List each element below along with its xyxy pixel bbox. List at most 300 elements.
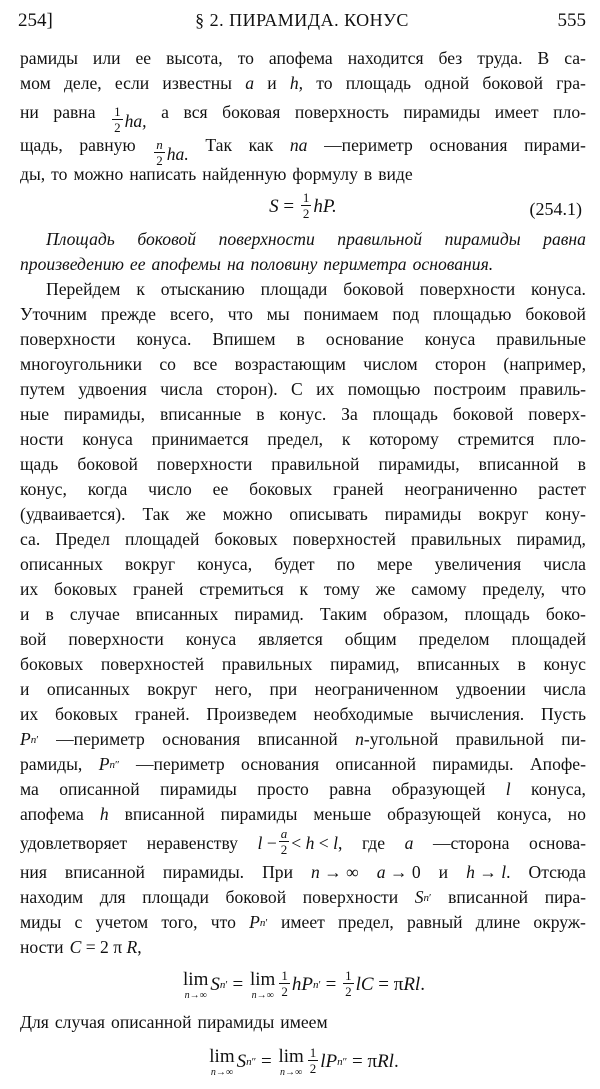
text-line — [20, 502, 586, 527]
word: их — [20, 704, 39, 724]
word: пирамиды — [160, 779, 237, 799]
word: равна — [53, 102, 96, 122]
word: вписанные — [159, 404, 242, 424]
word: кону- — [545, 504, 586, 524]
text-line: апофема h вписанной пирамиды меньше образующей конуса, но — [20, 802, 586, 827]
word: вписанной — [448, 887, 529, 907]
word: к — [299, 579, 309, 599]
word: когда — [87, 479, 128, 499]
word: равна — [329, 779, 372, 799]
word: ни — [20, 102, 39, 122]
word: рамиды — [20, 48, 78, 68]
text-line — [20, 162, 586, 187]
word: конуса. — [531, 279, 586, 299]
word: в — [45, 604, 54, 624]
word: правильной — [337, 229, 423, 249]
word: пирамиды. — [162, 862, 245, 882]
word: (например, — [503, 354, 586, 374]
word: мы — [266, 304, 290, 324]
word: боковой — [225, 887, 287, 907]
word: или — [92, 48, 121, 68]
word: поверхности — [68, 629, 164, 649]
word: площадь — [372, 404, 438, 424]
word: пирамиды — [403, 102, 481, 122]
text-line: миды с учетом того, что P n ′ имеет предел, равный длине окруж- — [20, 910, 586, 935]
word: имеем — [280, 1012, 328, 1032]
word: предел, — [267, 429, 324, 449]
word: рамиды, — [20, 754, 83, 774]
word: вписанной — [124, 804, 205, 824]
word: растет — [538, 479, 586, 499]
word: в — [517, 654, 526, 674]
word: ния — [20, 862, 47, 882]
word: конус, — [20, 479, 67, 499]
text-line — [20, 702, 586, 727]
word: образом, — [383, 604, 449, 624]
word: пирамиды — [220, 804, 298, 824]
text-line — [20, 402, 586, 427]
word: где — [361, 833, 386, 853]
word: боко- — [545, 604, 586, 624]
text-line — [20, 327, 586, 352]
word: является — [258, 629, 323, 649]
word: конус — [543, 654, 586, 674]
word: поверхностей — [100, 654, 205, 674]
word: Для — [20, 1012, 49, 1032]
word: что — [560, 579, 586, 599]
text-line — [20, 452, 586, 477]
word: пло- — [553, 102, 586, 122]
word: пирамиды — [197, 1012, 275, 1032]
word: число — [148, 479, 192, 499]
word: мом — [20, 73, 51, 93]
word: конуса — [185, 629, 237, 649]
word: поверх- — [528, 404, 586, 424]
word: описывать — [289, 504, 368, 524]
word: для — [99, 887, 126, 907]
text-line: P n ′ —периметр основания вписанной n -угольной правильной пи- — [20, 727, 586, 752]
word: можно — [73, 164, 124, 184]
word-group — [364, 727, 438, 752]
word: можно — [222, 504, 273, 524]
word: правильной — [455, 729, 544, 749]
word: в — [363, 164, 373, 184]
text-line — [20, 352, 586, 377]
word: и — [438, 862, 449, 882]
word: Таким — [319, 604, 368, 624]
word: формулу — [292, 164, 358, 184]
word: будет — [274, 554, 315, 574]
word: равна — [543, 229, 586, 249]
word: пирами- — [524, 135, 586, 155]
word: вокруг — [478, 504, 529, 524]
text-line: щадь, равную $\frac{n}{2}$ ha. Так как na —периметр основания пирами- — [20, 129, 586, 162]
word: поверхности — [419, 279, 516, 299]
word: В — [537, 48, 550, 68]
word: помощью — [347, 379, 421, 399]
word: по — [336, 554, 355, 574]
word: конус. — [279, 404, 327, 424]
text-line — [20, 427, 586, 452]
word: миды — [20, 912, 62, 932]
page-number: 555 — [557, 10, 586, 31]
word: пирамиды — [384, 504, 462, 524]
word: тому — [323, 579, 360, 599]
word: са. — [20, 529, 41, 549]
word: что — [210, 912, 236, 932]
word: основание — [325, 329, 404, 349]
word: боковой — [482, 73, 543, 93]
word: (удваивается). — [20, 504, 126, 524]
word: имеет — [280, 912, 325, 932]
word: удовлетворяет — [20, 833, 128, 853]
word: то — [316, 73, 333, 93]
word: -угольной — [363, 729, 439, 749]
word: пира- — [544, 887, 586, 907]
word: общим — [344, 629, 397, 649]
theorem-line — [20, 227, 586, 252]
word: основания — [162, 729, 241, 749]
word: конуса, — [197, 554, 253, 574]
word: вписанной — [478, 454, 559, 474]
word: просто — [257, 779, 309, 799]
word: вся — [183, 102, 208, 122]
text-line — [20, 602, 586, 627]
text-line: удовлетворяет неравенству l − $\frac{a}{2}$ < h < l , где a —сторона основа- — [20, 827, 586, 860]
word: то — [51, 164, 68, 184]
word: пирамиды — [444, 229, 521, 249]
word: площадей — [511, 629, 586, 649]
display-formula-inscribed: lim n→∞ S n ′ = lim n→∞ $\frac{1}{2}$ hP n ′ = $\frac{1}{2}$ lC = π Rl . — [183, 967, 425, 1001]
word: конуса — [82, 429, 133, 449]
word: многоугольники — [20, 354, 142, 374]
word: пирамиды, — [63, 404, 146, 424]
word: если — [114, 73, 150, 93]
word: апофема — [20, 804, 84, 824]
running-header — [18, 10, 586, 36]
word: мере — [376, 554, 413, 574]
word: поверхности — [218, 229, 315, 249]
word: построим — [433, 379, 507, 399]
word: ее — [212, 479, 229, 499]
word: пло- — [553, 429, 586, 449]
word: боковой — [525, 304, 586, 324]
word: площадь — [345, 73, 412, 93]
word: и — [267, 73, 277, 93]
word: отысканию — [160, 279, 245, 299]
word: то — [237, 48, 254, 68]
formula-n-half-ha: $\frac{n}{2}$ ha. — [156, 137, 189, 168]
word: Апофе- — [529, 754, 586, 774]
word: граней. — [134, 704, 190, 724]
word: правиль- — [519, 379, 586, 399]
text-line — [20, 552, 586, 577]
equation-254-1 — [20, 187, 586, 227]
word: неограниченно — [404, 479, 518, 499]
word: образующей — [391, 779, 486, 799]
word: него, — [214, 679, 253, 699]
word: вписанных — [135, 604, 219, 624]
word: Отсюда — [528, 862, 586, 882]
word: их — [316, 379, 335, 399]
word: конуса — [424, 329, 476, 349]
text-line — [20, 652, 586, 677]
word: площадь — [464, 604, 530, 624]
word: находим — [20, 887, 84, 907]
word: основания. — [412, 254, 494, 274]
word: Уточним — [20, 304, 88, 324]
word: и — [20, 679, 30, 699]
word: Произведем — [206, 704, 297, 724]
word: их — [20, 579, 39, 599]
word: Так — [142, 504, 170, 524]
word: Площадь — [46, 229, 115, 249]
text-line: ности C = 2 π R , — [20, 935, 586, 960]
word: описанной — [111, 1012, 192, 1032]
text-line — [20, 577, 586, 602]
word: же — [186, 504, 206, 524]
word: но — [567, 804, 586, 824]
word: труда. — [477, 48, 523, 68]
word: периметра — [323, 254, 407, 274]
word: Предел — [55, 529, 110, 549]
word: поверхности — [156, 454, 253, 474]
word: пирамиды, — [378, 454, 460, 474]
word: при — [269, 679, 298, 699]
word: пирамид. — [234, 604, 304, 624]
word: и — [20, 604, 30, 624]
word: правильные — [496, 329, 586, 349]
word: того, — [161, 912, 198, 932]
word: основания — [241, 754, 320, 774]
word: виде — [378, 164, 413, 184]
word: прежде — [100, 304, 156, 324]
word: —периметр — [324, 135, 413, 155]
word: площади — [260, 279, 328, 299]
word: При — [262, 862, 293, 882]
word: случая — [54, 1012, 106, 1032]
word: вокруг — [147, 679, 198, 699]
word: вокруг — [125, 554, 176, 574]
word: пределу, — [482, 579, 546, 599]
word: равный — [407, 912, 463, 932]
word: числом — [363, 354, 418, 374]
word: боковой — [137, 229, 197, 249]
word: окруж- — [533, 912, 586, 932]
word: вписанной — [64, 862, 145, 882]
word: ее — [135, 48, 152, 68]
word: учетом — [95, 912, 149, 932]
word: которому — [369, 429, 439, 449]
word: длине — [475, 912, 521, 932]
word: боковая — [222, 102, 281, 122]
word: —периметр — [135, 754, 225, 774]
word: находится — [347, 48, 424, 68]
word: ма — [20, 779, 39, 799]
text-line — [20, 277, 586, 302]
word: ности — [20, 429, 64, 449]
word: описанной — [59, 779, 140, 799]
word: же — [375, 579, 396, 599]
word: площади — [142, 887, 209, 907]
word: Впишем — [212, 329, 276, 349]
word: произведению — [20, 254, 124, 274]
word: удвоения — [78, 379, 147, 399]
word: найденную — [202, 164, 287, 184]
equation-formula: S = $\frac{1}{2}$ hP. — [269, 190, 337, 221]
word: поверхностей — [292, 529, 396, 549]
word: вписанной — [257, 729, 338, 749]
word: основа- — [528, 833, 586, 853]
word: боковых — [54, 704, 119, 724]
word: числа — [160, 379, 203, 399]
text-line — [20, 377, 586, 402]
word: боковых — [54, 579, 118, 599]
word: принимается — [151, 429, 249, 449]
word: боковой — [452, 404, 514, 424]
word: увеличения — [434, 554, 522, 574]
text-line — [20, 527, 586, 552]
word: самому — [411, 579, 467, 599]
word: высота, — [166, 48, 223, 68]
word: пределом — [418, 629, 490, 649]
word: описанных — [46, 679, 130, 699]
word: конуса, — [531, 779, 586, 799]
word: путем — [20, 379, 65, 399]
word: ды, — [20, 164, 46, 184]
word: сторон — [434, 354, 487, 374]
word: щадь — [20, 454, 59, 474]
word: сторон). — [216, 379, 278, 399]
word: неравенству — [146, 833, 238, 853]
word: в — [256, 404, 265, 424]
word: площадью — [432, 304, 512, 324]
word: описанных — [20, 554, 103, 574]
word: поверхности — [20, 329, 116, 349]
word: са- — [564, 48, 586, 68]
text-line — [20, 477, 586, 502]
text-line: находим для площади боковой поверхности S n ′ вписанной пира- — [20, 885, 586, 910]
word: образующей — [387, 804, 481, 824]
word: вписанных — [417, 654, 500, 674]
word: пирамид, — [516, 529, 586, 549]
equation-number: (254.1) — [529, 199, 582, 219]
word: щадь, — [20, 135, 63, 155]
word: с — [74, 912, 83, 932]
word: —сторона — [432, 833, 510, 853]
word: пи- — [561, 729, 586, 749]
word: поверхность — [294, 102, 389, 122]
word: пирамид, — [330, 654, 400, 674]
word: площадей — [124, 529, 200, 549]
text-line — [20, 302, 586, 327]
text-line — [20, 627, 586, 652]
word: на — [226, 254, 245, 274]
word: как — [248, 135, 274, 155]
word: к — [341, 429, 351, 449]
text-line — [20, 96, 586, 135]
formula-half-ha: $\frac{1}{2}$ ha, — [114, 104, 147, 135]
word: в — [577, 454, 586, 474]
text-line: ния вписанной пирамиды. При n → ∞ a → 0 и h → l . Отсюда — [20, 860, 586, 885]
word: граней — [333, 479, 384, 499]
word: ее — [129, 254, 146, 274]
word: пирамиды. — [432, 754, 514, 774]
word: апофема — [268, 48, 333, 68]
display-formula-circumscribed: lim n→∞ S n ″ = lim n→∞ $\frac{1}{2}$ lP n ″ = π Rl . — [209, 1044, 399, 1078]
word: случае — [69, 604, 120, 624]
word: боковой — [343, 279, 404, 299]
text-line — [20, 1010, 586, 1035]
word: правильных — [221, 654, 313, 674]
formula-inequality: l − $\frac{a}{2}$ < h < l , — [257, 826, 343, 857]
word: неограниченном — [314, 679, 439, 699]
text-line: рамиды, P n ″ —периметр основания описанной пирамиды. Апофе- — [20, 752, 586, 777]
word: боковой — [77, 454, 138, 474]
word: возрастающим — [234, 354, 346, 374]
word: конуса. — [136, 329, 192, 349]
word: граней — [132, 579, 184, 599]
word: правильных — [410, 529, 502, 549]
word: известны — [162, 73, 232, 93]
word: числа — [543, 554, 586, 574]
word: без — [438, 48, 463, 68]
word: что — [227, 304, 253, 324]
word: все — [193, 354, 218, 374]
text-line — [20, 677, 586, 702]
section-title: § 2. ПИРАМИДА. КОНУС — [195, 10, 409, 30]
word: имеет — [494, 102, 539, 122]
word: —периметр — [56, 729, 145, 749]
word: написать — [129, 164, 197, 184]
text-line: ма описанной пирамиды просто равна образующей l конуса, — [20, 777, 586, 802]
word: апофемы — [151, 254, 221, 274]
word: ности — [20, 937, 64, 957]
word: под — [392, 304, 420, 324]
word: удвоении — [455, 679, 526, 699]
word: конуса, — [496, 804, 552, 824]
word: стремиться — [199, 579, 284, 599]
word: ные — [20, 404, 50, 424]
word: понимаем — [303, 304, 379, 324]
word: Так — [205, 135, 233, 155]
word: Перейдем — [46, 279, 121, 299]
word: вычисления. — [430, 704, 525, 724]
word: боковых — [249, 479, 313, 499]
text-line — [20, 46, 586, 71]
word: необходимые — [313, 704, 414, 724]
word: деле, — [63, 73, 102, 93]
word: гра- — [556, 73, 586, 93]
word: боковых — [20, 654, 84, 674]
word: со — [159, 354, 176, 374]
word: поверхности — [302, 887, 399, 907]
word: предел, — [338, 912, 394, 932]
word: стремится — [457, 429, 535, 449]
word: числа — [543, 679, 586, 699]
word: За — [341, 404, 358, 424]
word: Пусть — [540, 704, 586, 724]
text-line: мом деле, если известны a и h, то площадь одной боковой гра- — [20, 71, 586, 96]
word: меньше — [313, 804, 372, 824]
word: одной — [424, 73, 470, 93]
page-reference: 254] — [18, 10, 53, 31]
word: вой — [20, 629, 47, 649]
word: половину — [250, 254, 318, 274]
word: равную — [79, 135, 136, 155]
word: к — [136, 279, 145, 299]
word: правильной — [271, 454, 360, 474]
